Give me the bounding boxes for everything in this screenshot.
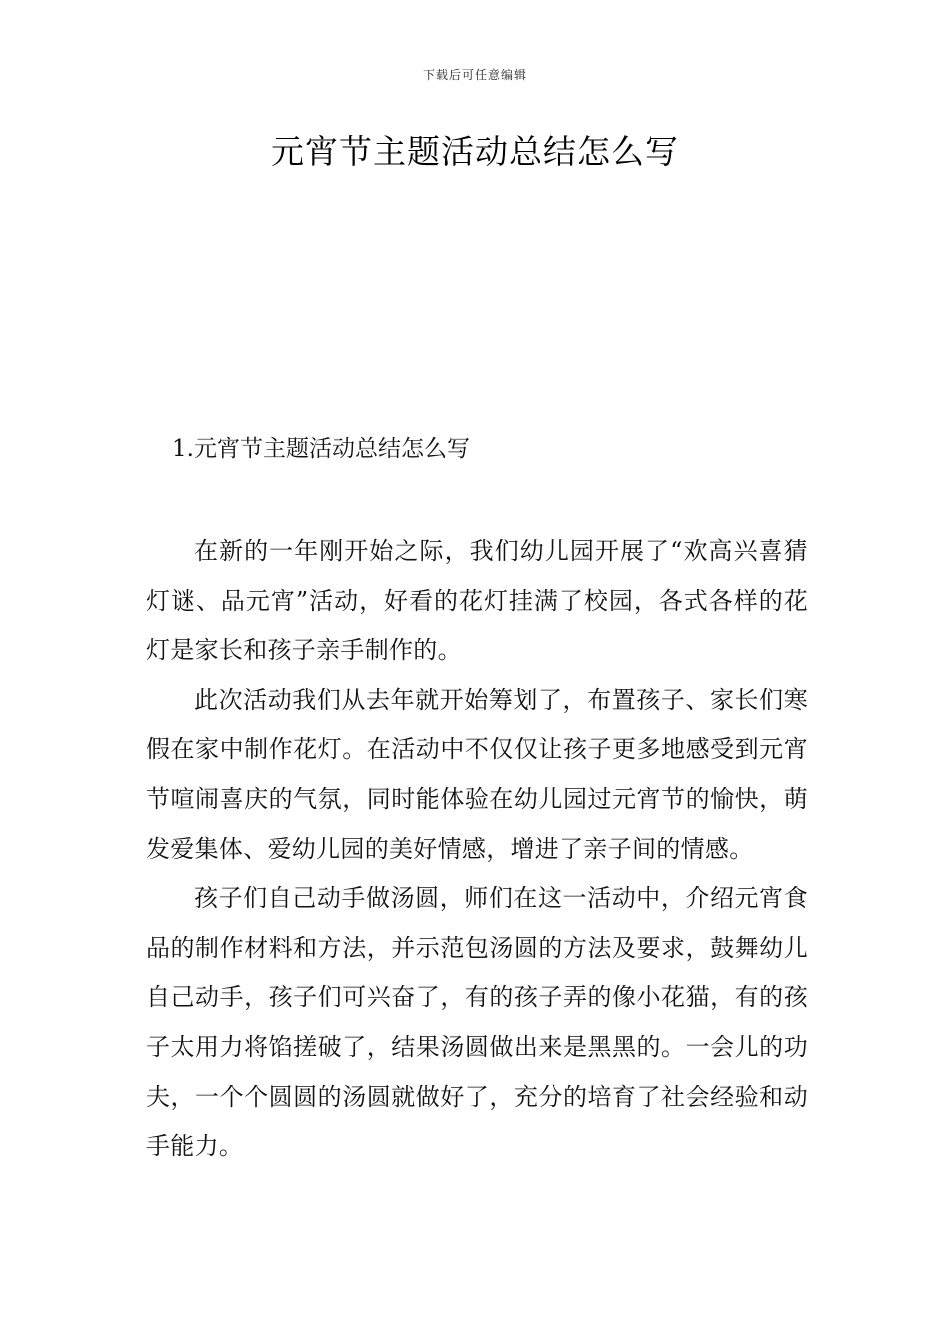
section-heading: 1.元宵节主题活动总结怎么写 [172,436,470,462]
header-note: 下载后可任意编辑 [422,68,527,82]
paragraph-1: 在新的一年刚开始之际，我们幼儿园开展了“欢高兴喜猜灯谜、品元宵”活动，好看的花灯挂满了校园，各式各样的花灯是家长和孩子亲手制作的。 [146,537,808,665]
body-text [146,527,808,1172]
paragraph-3: 孩子们自己动手做汤圆，师们在这一活动中，介绍元宵食品的制作材料和方法，并示范包汤圆的方法及要求，鼓舞幼儿自己动手，孩子们可兴奋了，有的孩子弄的像小花猫，有的孩子太用力将馅搓破了，结果汤圆做出来是黑黑的。一会儿的功夫，一个个圆圆的汤圆就做好了，充分的培育了社会经验和动手能力。 [146,884,808,1161]
document-title: 元宵节主题活动总结怎么写 [271,132,679,171]
paragraph-2: 此次活动我们从去年就开始筹划了，布置孩子、家长们寒假在家中制作花灯。在活动中不仅仅让孩子更多地感受到元宵节喧闹喜庆的气氛，同时能体验在幼儿园过元宵节的愉快，萌发爱集体、爱幼儿园的美好情感，增进了亲子间的情感。 [146,685,808,863]
